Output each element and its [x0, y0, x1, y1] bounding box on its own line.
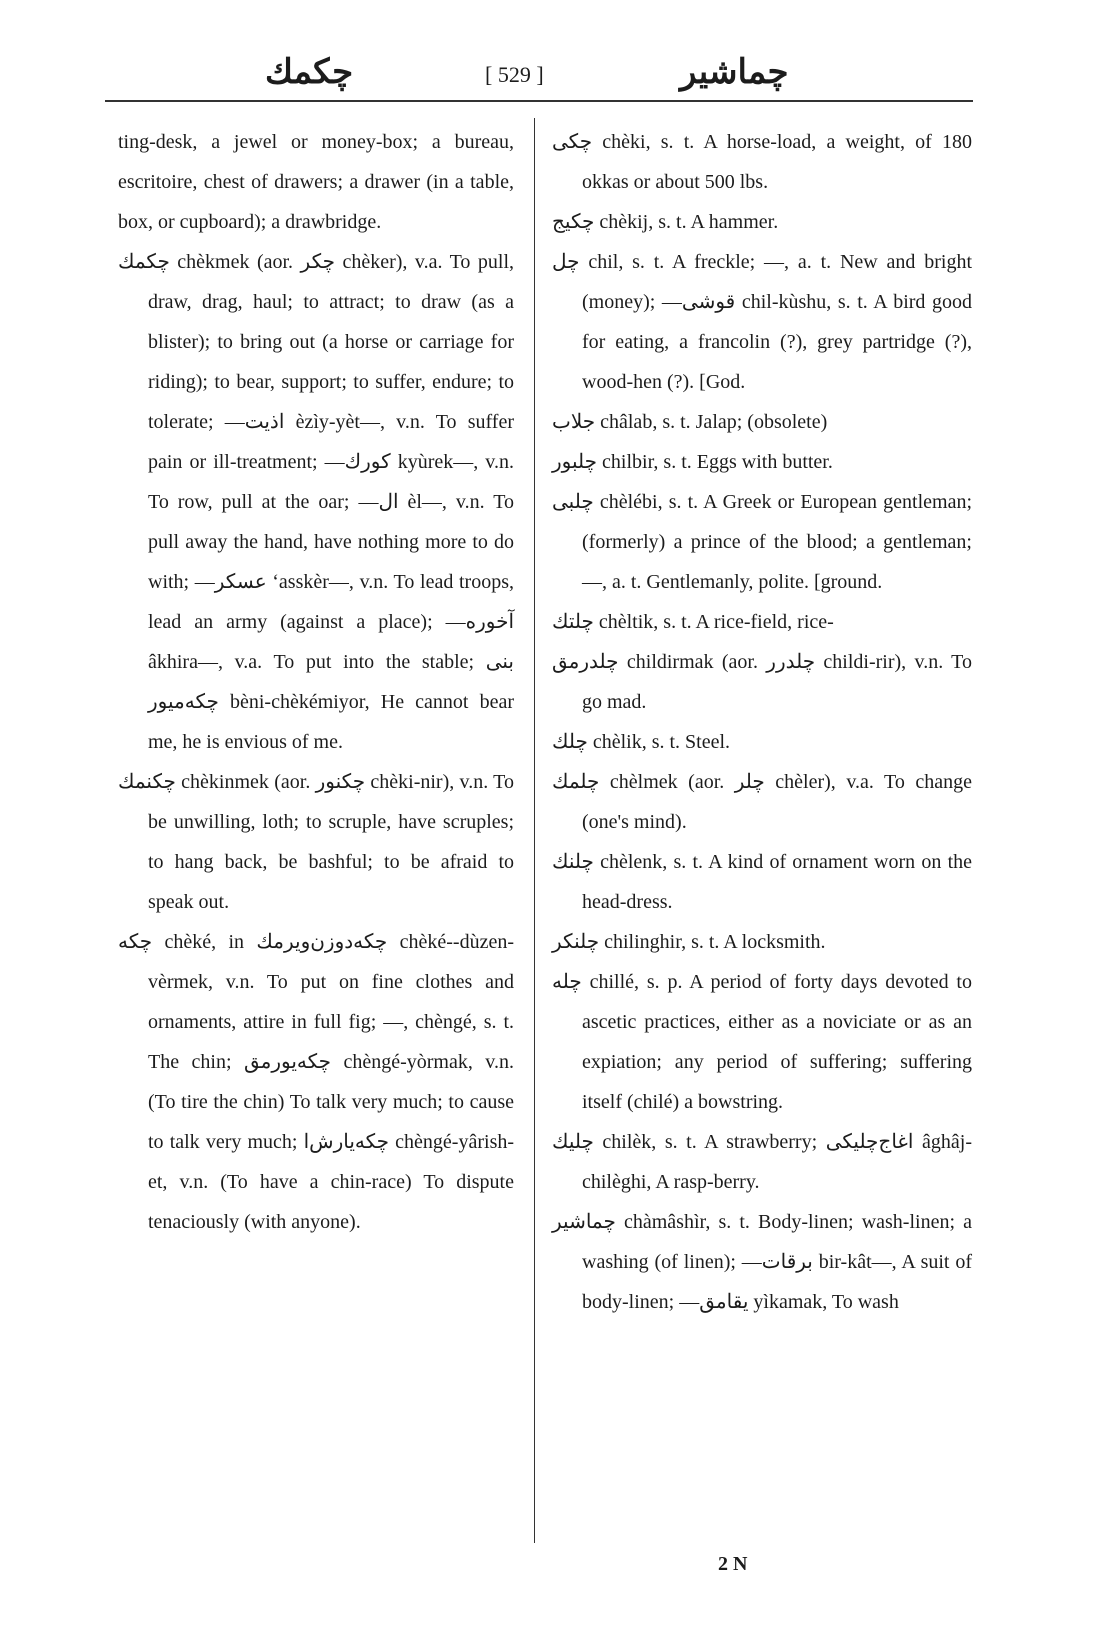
dictionary-entry [118, 762, 514, 922]
entry-text: چلنك chèlenk, s. t. A kind of ornament worn on the head-dress. [552, 851, 972, 913]
running-header [105, 52, 975, 100]
entry-text: چله chillé, s. p. A period of forty days devoted to ascetic practices, either as a noviciate or as an expiation; any period of suffering; suffering itself (chilé) a bowstring. [552, 971, 972, 1113]
page-number: [ 529 ] [485, 62, 544, 87]
entry-text: چلدرمق childirmak (aor. چلدرر childi-rir), v.n. To go mad. [552, 651, 972, 713]
entry-text: چلیك chilèk, s. t. A strawberry; اغاج‌چلیکی âghâj-chilèghi, A rasp-berry. [552, 1131, 972, 1193]
entry-text: چکنمك chèkinmek (aor. چکنور chèki-nir), v.n. To be unwilling, loth; to scruple, have scruples; to hang back, be bashful; to be afraid to speak out. [118, 771, 514, 913]
dictionary-entry [552, 442, 972, 482]
entry-text: چکیج chèkij, s. t. A hammer. [552, 211, 779, 233]
entry-text: چکه chèké, in چکه‌دوزن‌ویرمك chèké--dùzen-vèrmek, v.n. To put on fine clothes and ornaments, attire in full fig; —, chèngé, s. t. The chin; چکه‌یورمق chèngé-yòrmak, v.n. (To tire the chin) To talk very much; to cause to talk very much; چکه‌یارش‌ا chèngé-yârish-et, v.n. (To have a chin-race) To dispute tenaciously (with anyone). [118, 931, 515, 1233]
dictionary-entry [552, 922, 972, 962]
dictionary-entry [552, 1122, 972, 1202]
dictionary-entry [552, 242, 972, 402]
entry-text: چلك chèlik, s. t. Steel. [552, 731, 731, 753]
signature-mark: 2 N [718, 1553, 748, 1575]
column-divider [534, 118, 535, 1543]
header-rule [105, 100, 973, 102]
entry-text: چلمك chèlmek (aor. چلر chèler), v.a. To change (one's mind). [552, 771, 972, 833]
entry-text: چل chil, s. t. A freckle; —, a. t. New and bright (money); —قوشی chil-kùshu, s. t. A bird good for eating, a francolin (?), grey partridge (?), wood-hen (?). [God. [552, 251, 972, 393]
dictionary-entry [552, 962, 972, 1122]
dictionary-entry [552, 402, 972, 442]
dictionary-entry [552, 122, 972, 202]
entry-text: چماشیر chàmâshìr, s. t. Body-linen; wash-linen; a washing (of linen); —برقات bir-kât—, A suit of body-linen; —یقامق yìkamak, To wash [552, 1211, 972, 1313]
dictionary-entry [118, 922, 514, 1242]
dictionary-entry [552, 642, 972, 722]
entry-text: چلنکر chilinghir, s. t. A locksmith. [552, 931, 826, 953]
dictionary-entry [552, 722, 972, 762]
entry-continuation: ting-desk, a jewel or money-box; a bureau, escritoire, chest of drawers; a drawer (in a table, box, or cupboard); a drawbridge. [118, 131, 514, 233]
dictionary-entry [552, 1202, 972, 1322]
header-right-word: چماشیر [680, 54, 789, 91]
dictionary-entry [552, 482, 972, 602]
dictionary-entry [552, 602, 972, 642]
dictionary-entry [552, 762, 972, 842]
left-column [118, 122, 514, 1242]
entry-text: چکی chèki, s. t. A horse-load, a weight, of 180 okkas or about 500 lbs. [552, 131, 972, 193]
header-left-word: چکمك [265, 54, 354, 91]
dictionary-entry [552, 202, 972, 242]
entry-text: چلبی chèlébi, s. t. A Greek or European gentleman; (formerly) a prince of the blood; a gentleman; —, a. t. Gentlemanly, polite. [ground. [552, 491, 972, 593]
entry-text: چلبور chilbir, s. t. Eggs with butter. [552, 451, 833, 473]
dictionary-entry [118, 122, 514, 242]
entry-text: چکمك chèkmek (aor. چکر chèker), v.a. To pull, draw, drag, haul; to attract; to draw (as a blister); to bring out (a horse or carriage for riding); to bear, support; to suffer, endure; to tolerate; —اذیت èzìy-yèt—, v.n. To suffer pain or ill-treatment; —کورك kyùrek—, v.n. To row, pull at the oar; —ال èl—, v.n. To pull away the hand, have nothing more to do with; —عسکر ʻasskèr—, v.n. To lead troops, lead an army (against a place); —آخوره âkhira—, v.a. To put into the stable; بنی چکه‌میور bèni-chèkémiyor, He cannot bear me, he is envious of me. [118, 251, 515, 753]
dictionary-entry [552, 842, 972, 922]
right-column [552, 122, 972, 1322]
dictionary-entry [118, 242, 514, 762]
entry-text: چلتك chèltik, s. t. A rice-field, rice- [552, 611, 834, 633]
entry-text: جلاب châlab, s. t. Jalap; (obsolete) [552, 411, 828, 433]
